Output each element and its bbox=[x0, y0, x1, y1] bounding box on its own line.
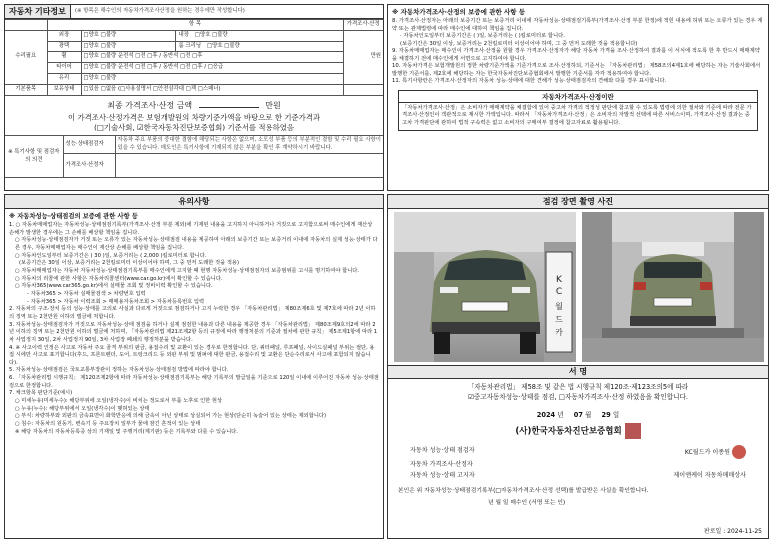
signature-check-line: ☑중고자동차성능·상태를 점검, □자동차가격조사·산정 하였음을 확인합니다. bbox=[468, 392, 688, 401]
buyer-notice: 본인은 위 자동차성능·상태점검기록부(□자동차가격조사·산정 선택)를 발급받은 사실을 확인합니다. bbox=[398, 487, 649, 494]
signature-law-line: 「자동차관리법」 제58조 및 같은 법 시행규칙 제120조·제123조의5에 따라 bbox=[467, 383, 689, 391]
notice-item: ○ 미세누유(미세누수): 해당부위에 오일(냉각수)이 비치는 정도로서 부품 노후로 인한 현상 bbox=[15, 398, 223, 405]
guarantee-item: 9. 자동차매매업자는 매수인이 가격조사·산정을 원할 경우 가격조사·산정자가 해당 자동차 가격을 조사·산정하여 결과를 이 서식에 적도록 한 후 반드시 매매계약을 체결하기 전에 매수인에게 서면으로 고지하여야 합니다. bbox=[392, 48, 760, 62]
misc-subtitle: (※ 항목은 해수인의 자동차가격조사산정을 원하는 경우에만 작성합니다) bbox=[74, 7, 245, 14]
final-price-label: 최종 가격조사·산정 금액 bbox=[107, 100, 193, 110]
signature-section bbox=[388, 365, 768, 539]
row-name: 광택 bbox=[47, 41, 81, 52]
signer-row bbox=[410, 459, 746, 471]
sig-year-unit: 년 bbox=[557, 410, 564, 419]
row-name: 외장 bbox=[47, 30, 81, 41]
notice-item: 6. 「자동차관리법 시행규칙」 제120조제2항에 따라 자동차성능·상태점검기록부는 해당 기록부의 발급일을 기준으로 120일 이내에 이루어진 자동차 성능·상태점검으로 한정합니다. bbox=[9, 375, 379, 389]
notice-item: - 자동차365 > 자동차 이력조회 > 매매용자동차조회 > 자동차등록번호 입력 bbox=[27, 298, 205, 305]
inspector-stamp-icon bbox=[732, 445, 746, 459]
final-price-unit: 만원 bbox=[265, 100, 281, 110]
basis-line-2: (□기술사회, ☑한국자동차진단보증협회) 기준서를 적용하였음 bbox=[93, 122, 295, 132]
repair-price-unit: 만원 bbox=[343, 30, 383, 84]
notice-item: ○ 자동차365(www.car365.go.kr)에서 실매물 조회 및 정비이력 확인할 수 있습니다. bbox=[15, 283, 213, 290]
svg-text:드: 드 bbox=[555, 315, 563, 324]
sig-month: 07 bbox=[573, 410, 583, 419]
price-definition-text: 「자동차가격조사·산정」은 소비자가 매매계약을 체결함에 있어 중고차 가격의 적정성 판단에 참고할 수 있도록 법령에 의한 절차와 기준에 따라 전문 가격조사·산정인이 객관적으로 제시한 가액입니다. 따라서 「자동차가격조사·산정」은 소비자의 자발적 선택에 따른 서비스이며, 가격조사·산정 결과는 중고차 가격판단에 관하여 법적 구속력은 없고 소비자의 구매여부 결정에 참고자료로 활용됩니다. bbox=[402, 104, 752, 126]
inspection-photo-front bbox=[394, 212, 576, 362]
col-item-header: 항 목 bbox=[47, 20, 343, 31]
signature-org-line bbox=[388, 423, 768, 439]
row-options-2: 룸 크리닝 □양호 □불량 bbox=[176, 41, 343, 52]
notice-item: ○ 자동차인도일부터 보증기간은 ( 30 )일, 보증거리는 ( 2,000 )킬로미터로 합니다. bbox=[15, 252, 207, 259]
signature-org: (사)한국자동차진단보증협회 bbox=[515, 426, 622, 437]
sig-day: 29 bbox=[601, 410, 611, 419]
notice-title: 유의사항 bbox=[5, 195, 383, 209]
misc-info-panel bbox=[4, 4, 384, 191]
notice-item: (보증기간은 30일 이상, 보증거리는 2천킬로미터 이상이어야 하며, 그 중 먼저 도래한 것을 적용) bbox=[19, 260, 240, 267]
sig-year: 2024 bbox=[536, 410, 556, 419]
notice-item: ※ 해당 자동차의 자동차등록증 상의 기재일 및 주행거리(계기판) 등은 기록부와 다를 수 있습니다. bbox=[15, 428, 238, 435]
inspection-photo-rear bbox=[582, 212, 764, 362]
col-price-header: 가격조사·산정 bbox=[343, 20, 383, 31]
special-label: ※ 특기사항 및 점검자의 의견 bbox=[5, 135, 63, 178]
row-options-2: 내장 □양호 □불량 bbox=[176, 30, 343, 41]
photo-title: 점검 장면 촬영 사진 bbox=[388, 195, 768, 209]
notice-item: - 자동차365 > 자동차 실매물검색 > 차량번호 입력 bbox=[27, 290, 146, 297]
signer-value: 제이앤케이 자동차매매상사 bbox=[673, 472, 746, 480]
misc-title: 자동차 기타정보 bbox=[5, 5, 71, 18]
sig-day-unit: 일 bbox=[612, 410, 620, 419]
notice-item: ○ 누유(누수): 해당부위에서 오일(냉각수)이 맺혀있는 상태 bbox=[15, 405, 150, 412]
row-name: 휠 bbox=[47, 52, 81, 63]
price-guarantee-title: ※ 자동차가격조사·산정의 보증에 관한 사항 등 bbox=[392, 8, 526, 16]
misc-table bbox=[5, 19, 383, 96]
svg-text:월: 월 bbox=[555, 302, 563, 311]
notice-item: ○ 자동차매매업자는 자동차 자동차성능·상태점검기록부를 매수인에게 고지할 때 현행 자동차성능·상태점검자의 보증범위를 고시를 명기하여야 합니다. bbox=[15, 267, 360, 274]
buyer-date-line: 년 월 일 매수인 (서명 또는 인) bbox=[488, 499, 566, 506]
guarantee-item: (보증기간은 30일 이상, 보증거리는 2천킬로미터 이상이어야 하며, 그 중 먼저 도래한 것을 적용합니다) bbox=[400, 40, 638, 47]
guarantee-item: 10. 자동차가격은 보험개발원의 정한 차량기준가액을 기준가격으로 조사·산정하되, 기준서는 「자동차관리법」 제58조의4제1호에 해당하는 자는 기술사회에서 발행한 기준서를, 제2호에 해당하는 자는 한국자동차진단보증협회에서 발행한 기준서를 각각 적용하여야 합니다. bbox=[392, 63, 761, 77]
signer-value: KC월드카 이종원 bbox=[684, 448, 731, 456]
row-name: 유리 bbox=[47, 74, 81, 85]
notice-item: 1. ○ 자동차매매업자는 자동차성능·상태점검기록부(가격조사·산정 부분 제외)에 기재된 내용을 고지하지 아니하거나 거짓으로 고지함으로써 매수인에게 재산상 손해가 발생한 경우에는 그 손해를 배상할 책임을 집니다. bbox=[9, 222, 373, 236]
notice-item: 4. ※ 사고이력 인정은 사고로 자동차 주요 골격 부위의 판금, 용접수리 및 교환이 있는 경우로 한정합니다. 단, 쿼터패널, 루프패널, 사이드실패널 부위는 절단, 용접 시에만 사고로 표기합니다(후드, 프론트펜더, 도어, 트렁크리드 등 외판 부위 및 범퍼에 대한 판금, 용접수리 및 교환은 단순수리로서 사고에 포함되지 않습니다). bbox=[9, 344, 375, 366]
price-guarantee-panel bbox=[387, 4, 769, 191]
notice-item: ○ 자동차의 리콜에 관한 사항은 자동차리콜센터(www.car.go.kr)에서 확인할 수 있습니다. bbox=[15, 275, 223, 282]
signature-date bbox=[388, 409, 768, 419]
svg-text:카: 카 bbox=[555, 328, 563, 337]
special-table bbox=[5, 135, 383, 179]
price-definition-box bbox=[398, 90, 758, 131]
row-options: □양호 □불량 bbox=[81, 74, 343, 85]
guarantee-item: 11. 특기사항란은 가격조사·산정자의 자동차 성능·상태에 대한 견해가 성능·상태점검자의 견해와 다를 경우 표시합니다. bbox=[392, 78, 667, 85]
car-front-image bbox=[394, 212, 576, 362]
row-options: □양호 □불량 bbox=[81, 41, 176, 52]
svg-text:K: K bbox=[556, 275, 562, 285]
signer-label: 자동차 성능·상태 고지자 bbox=[410, 472, 475, 480]
special-note: 자동차 주요 부품의 중대한 결함에 해당되는 사항은 없으며, 소모성 부품 등의 부분적인 결함 및 수리 필요 사항이 있을 수 있습니다. 매도인은 특기사항에 기재되지 않은 부분을 확인 후 계약하시기 바랍니다. bbox=[115, 135, 383, 154]
photo-signature-panel bbox=[387, 194, 769, 539]
signer-label: 자동차 가격조사·산정자 bbox=[410, 460, 473, 468]
section-repair: 수리필요 bbox=[5, 30, 47, 84]
signer-row bbox=[410, 470, 746, 482]
notice-panel bbox=[4, 194, 384, 539]
special-inspector: 성능·상태점검자 bbox=[63, 135, 115, 154]
signer-value-wrap bbox=[685, 445, 746, 459]
svg-text:C: C bbox=[555, 287, 563, 297]
signer-label: 자동차 성능·상태 점검자 bbox=[410, 446, 475, 454]
row-name: 타이어 bbox=[47, 63, 81, 74]
final-price-line bbox=[5, 96, 383, 113]
car-rear-image bbox=[582, 212, 764, 362]
special-appraiser: 가격조사·산정자 bbox=[63, 154, 115, 178]
price-definition-title: 자동차가격조사·산정이란 bbox=[399, 91, 757, 103]
row-options: □양호 □불량 운전석 □전 □후 / 동반석 □전 □후 bbox=[81, 52, 343, 63]
basic-options: □있음 □없음 (□사용설명서 □안전삼각대 □잭 □스패너) bbox=[81, 84, 343, 95]
basis-line-1: 이 가격조사·산정가격은 보험개발원의 차량기준가액을 바탕으로 한 기준가격과 bbox=[67, 112, 321, 122]
notice-item: 3. 자동차성능·상태점검자가 거짓으로 자동차성능·상태 점검을 하거나 실제 점검한 내용과 다른 내용을 제공한 경우 「자동차관리법」 제80조제9호의2에 따라 2년 이하의 징역 또는 2천만원 이하의 벌금에 처하며, 「자동차관리법 제21조제2항 등의 규정에 따라 행정처분의 기준과 절차에 관한 규칙」 제5조제1항에 따라 1차 사업정지 30일, 2차 사업정지 90일, 3차 사업장 폐쇄의 행정처분을 받습니다. bbox=[9, 321, 378, 343]
guarantee-item: 8. 가격조사·산정자는 아래의 보증기간 또는 보증거리 이내에 자동차성능·상태점검기록부(가격조사·산정 부분 한정)에 적힌 내용에 허위 또는 오류가 있는 경우 계약 또는 관계법령에 따라 매수인에 대하여 책임을 집니다. bbox=[392, 18, 763, 32]
signer-row bbox=[410, 445, 746, 459]
notice-item: 5. 자동차성능·상태점검은 국토교통부장관이 정하는 자동차성능·상태점검 방법에 따라야 합니다. bbox=[9, 367, 229, 374]
sig-month-unit: 월 bbox=[585, 410, 592, 419]
guarantee-item: · 자동차인도일부터 보증기간은 ( )일, 보증거리는 ( )킬로미터로 합니다. bbox=[400, 33, 565, 40]
notice-item: ○ 자동차성능·상태점검자가 거짓 또는 오류가 있는 자동차성능·상태점검 내용을 제공하여 아래의 보증기간 또는 보증거리 이내에 자동차의 실제 성능·상태가 다른 경우, 자동차매매업자는 매수인이 재산상 손해를 배상할 책임을 집니다. bbox=[15, 237, 378, 251]
notice-subtitle: ※ 자동차성능·상태점검의 보증에 관한 사항 등 bbox=[9, 213, 138, 220]
notice-item: 2. 자동차의 구조·장치 등의 성능·상태를 고의로 사실과 다르게 거짓으로 점검하거나 고지 누락한 경우 「자동차관리법」 제80조제6호 및 제7호에 따라 2년 이하의 징역 또는 2천만원 이하의 벌금에 처합니다. bbox=[9, 306, 376, 320]
basic-label: 보유상태 bbox=[47, 84, 81, 95]
basis-text bbox=[5, 113, 383, 133]
org-seal-icon bbox=[625, 423, 641, 439]
notice-item: ○ 부식: 차량하부와 외판의 금속표면이 화학반응에 의해 금속이 아닌 상태로 상실되어 가는 현상(단순히 녹슬어 있는 상태는 제외합니다) bbox=[15, 413, 327, 420]
row-options: □양호 □불량 운전석 □전 □후 / 동반석 □전 □후 / □응급 bbox=[81, 63, 343, 74]
notice-item: ○ 침수: 자동차의 원동기, 변속기 등 주요장치 일부가 물에 잠긴 흔적이 있는 상태 bbox=[15, 421, 201, 428]
row-options: □양호 □불량 bbox=[81, 30, 176, 41]
notice-item: 7. 체크항목 판단기준(예시) bbox=[9, 390, 73, 397]
issue-date: 판로일 : 2024-11-25 bbox=[703, 528, 762, 535]
signature-title: 서 명 bbox=[388, 366, 768, 379]
section-basic: 기본품목 bbox=[5, 84, 47, 95]
